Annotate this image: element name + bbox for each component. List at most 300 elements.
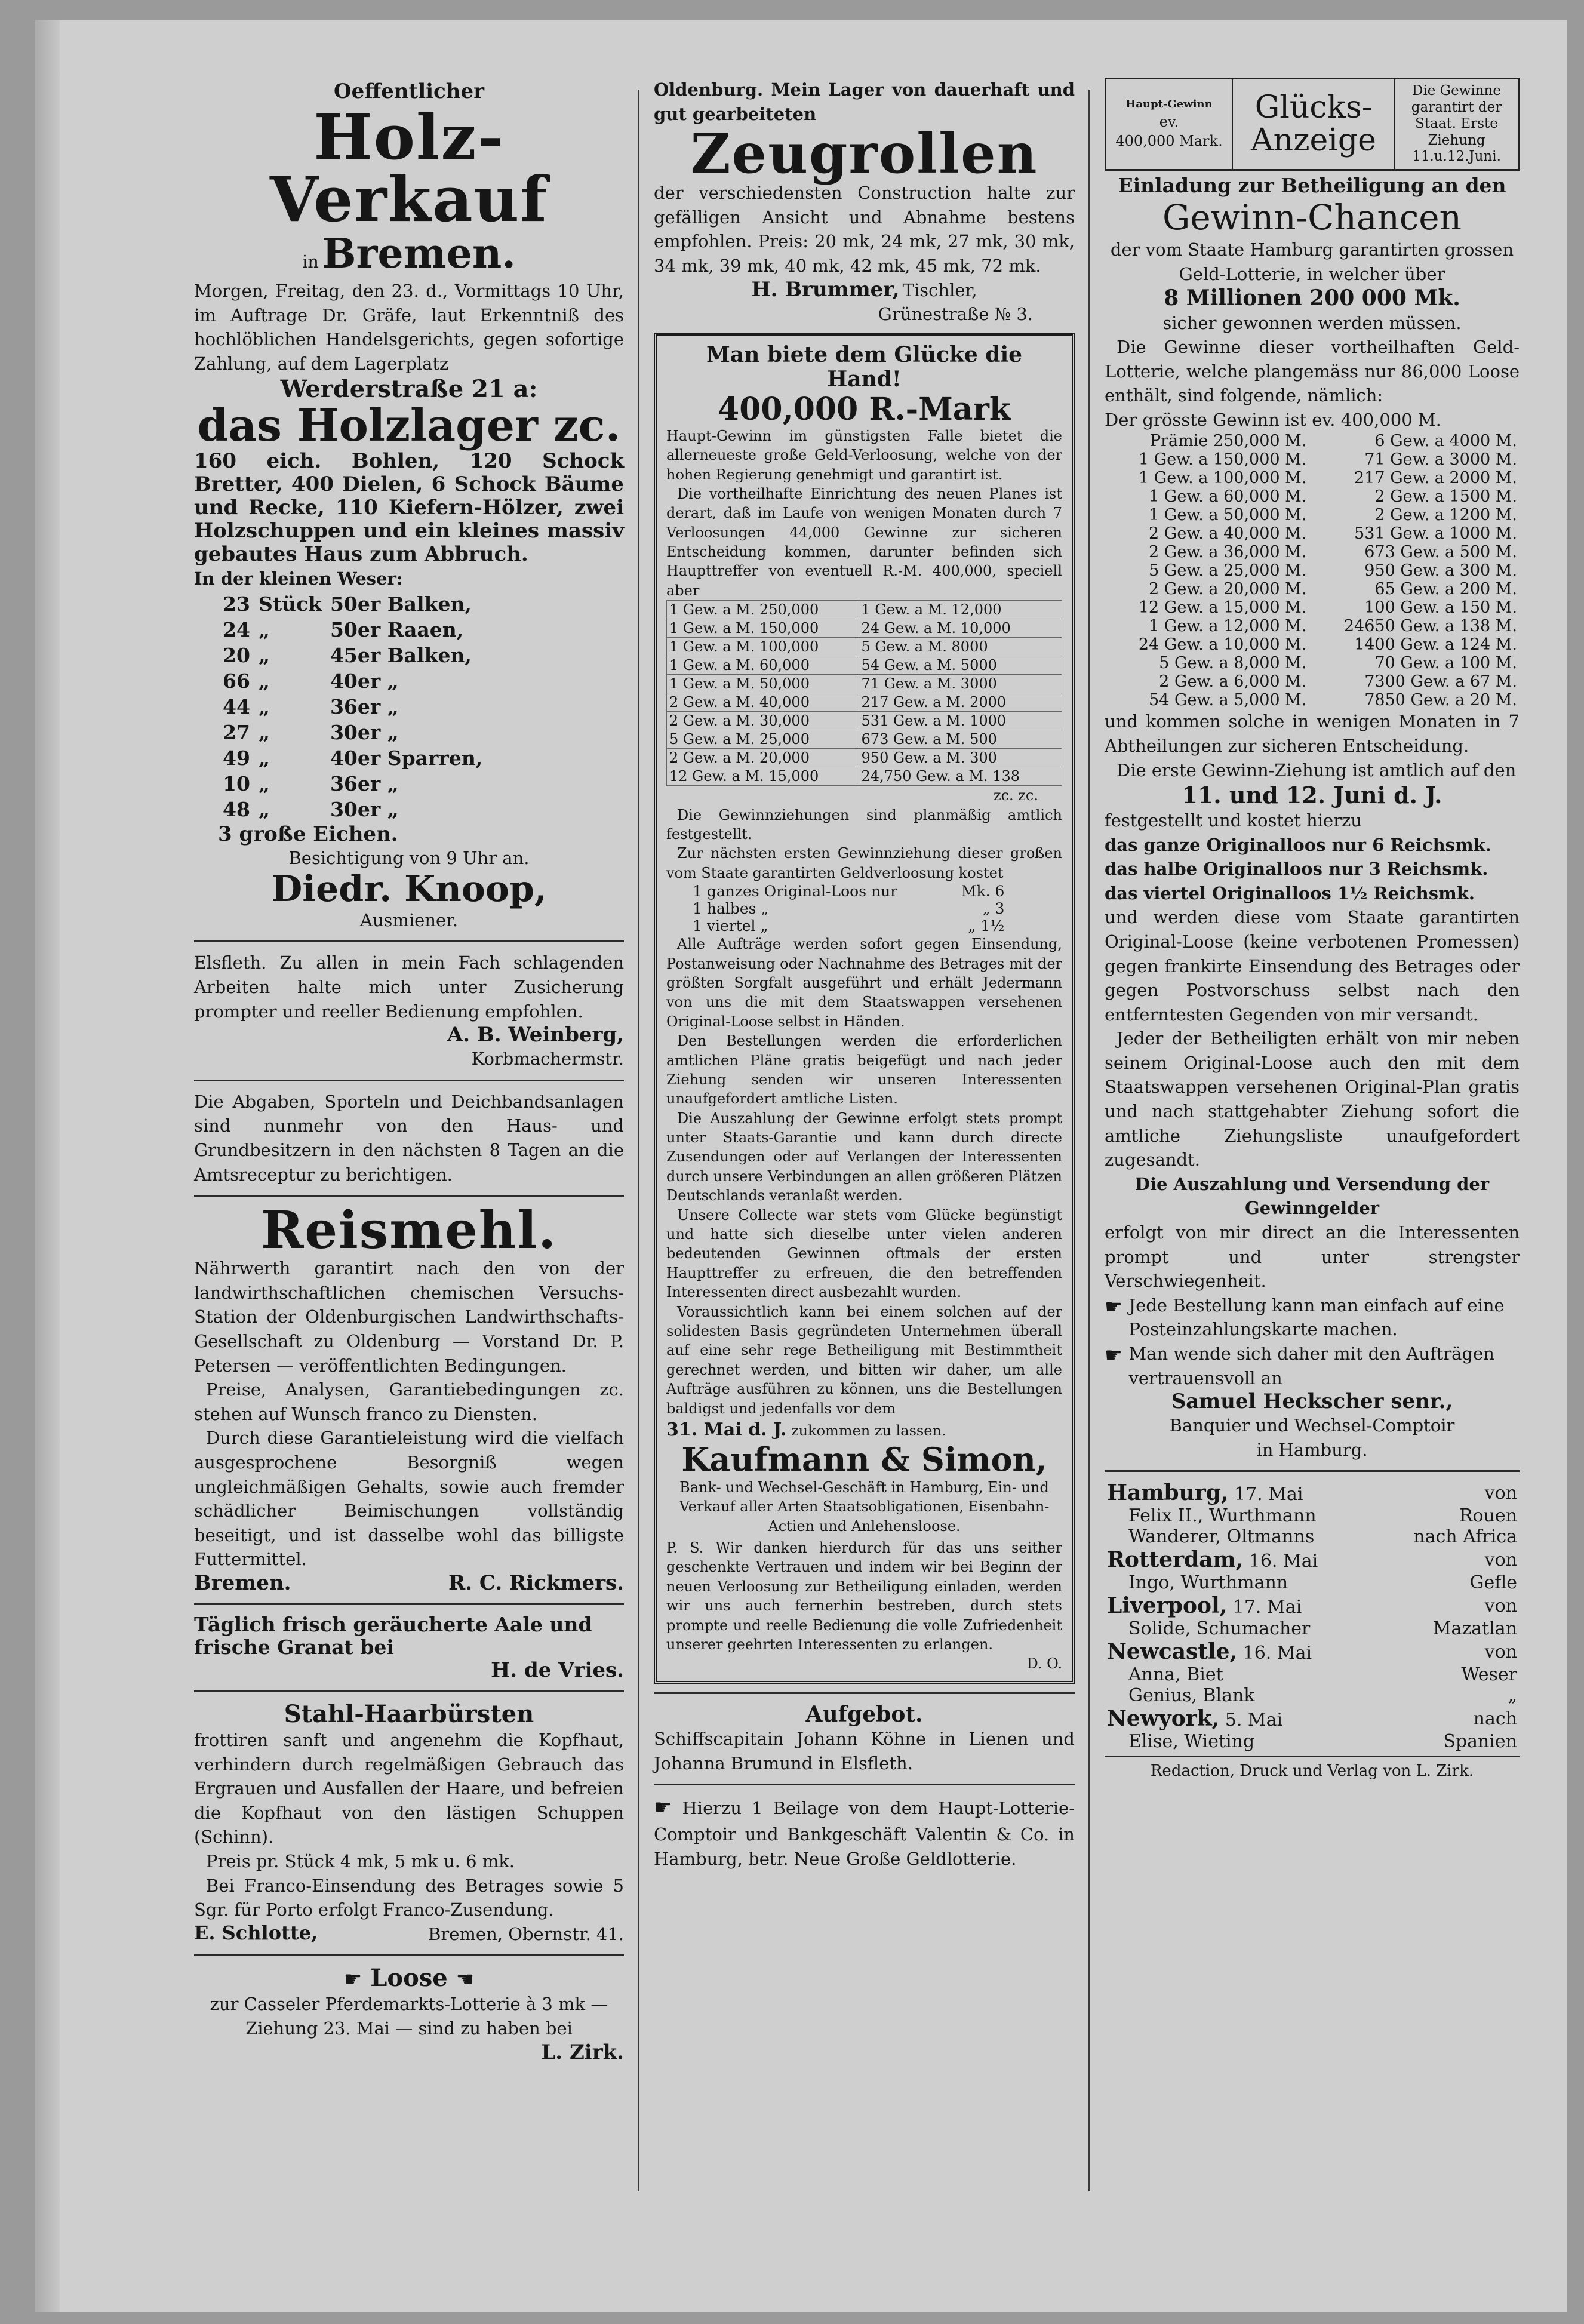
item-count: 44 — [223, 695, 250, 719]
table-row — [1105, 654, 1520, 672]
glueck-firm: Kaufmann & Simon, — [681, 1440, 1047, 1479]
hl-price3: das viertel Originalloos 1½ Reichsmk. — [1105, 883, 1475, 903]
ship-dest: von — [1484, 1549, 1517, 1570]
list-item — [219, 746, 486, 770]
glueck-head: Man biete dem Glücke die Hand! — [706, 342, 1023, 392]
table-cell: 5 Gew. a 25,000 M. — [1149, 561, 1307, 580]
ship-detail: 5. Mai — [1225, 1710, 1283, 1731]
table-cell: 531 Gew. a M. 1000 — [859, 712, 1062, 730]
aufgebot-text: Schiffscapitain Johann Köhne in Lienen und Johanna Brumund in Elsfleth. — [654, 1729, 1075, 1773]
item-desc: 40er „ — [330, 669, 399, 693]
item-desc: 36er „ — [330, 772, 399, 796]
table-row — [1105, 1593, 1520, 1618]
zeug-ad — [654, 78, 1075, 327]
header-center-1: Glücks- — [1254, 90, 1373, 126]
ship-detail: 17. Mai — [1234, 1484, 1303, 1505]
holz-body: Morgen, Freitag, den 23. d., Vormittags 10 Uhr, im Auftrage Dr. Gräfe, laut Erkenntniß des hochlöblichen Handelsgerichts, gegen sofortige Zahlung, auf dem Lagerplatz — [194, 280, 624, 374]
glueck-date: 31. Mai d. J. — [666, 1419, 787, 1440]
ship-detail: 17. Mai — [1232, 1597, 1302, 1618]
header-left-mid: ev. — [1159, 113, 1179, 130]
hl-p13: Man wende sich daher mit den Aufträgen vertrauensvoll an — [1128, 1344, 1494, 1388]
table-row — [1105, 1618, 1520, 1639]
glueck-table — [666, 600, 1062, 786]
item-count: 49 — [223, 746, 250, 770]
zeug-role: Tischler, — [902, 279, 977, 300]
pointing-hand-icon: ☛ — [1105, 1344, 1123, 1368]
pointing-hand-icon: ☛ — [654, 1796, 672, 1820]
weinberg-text: Elsfleth. Zu allen in mein Fach schlagenden Arbeiten halte mich unter Zusicherung prompter und reeller Bedienung empfohlen. — [194, 952, 624, 1022]
table-cell: 2 Gew. a 1200 M. — [1374, 506, 1517, 525]
table-cell: 2 Gew. a 40,000 M. — [1149, 524, 1307, 543]
buersten-addr: Bremen, Obernstr. 41. — [428, 1923, 624, 1944]
table-row — [1105, 1639, 1520, 1664]
glueck-p5: Alle Aufträge werden sofort gegen Einsendung, Postanweisung oder Nachnahme des Betrages mit der größten Sorgfalt ausgeführt und erhält Jedermann von uns die mit dem Staatswappen versehenen Original-Loose selbst in Händen. — [666, 936, 1062, 1030]
table-cell: 54 Gew. a M. 5000 — [859, 656, 1062, 675]
item-unit: „ — [258, 721, 270, 745]
glueck-date-line — [666, 1418, 1062, 1443]
table-cell: 1 halbes „ — [693, 900, 769, 918]
column-rule-2 — [1088, 90, 1090, 2191]
loose-ad — [194, 1965, 624, 2064]
item-desc: 50er Balken, — [330, 592, 472, 616]
holz-viewing: Besichtigung von 9 Uhr an. — [288, 848, 530, 869]
list-item — [219, 720, 486, 745]
ship-dest: Rouen — [1459, 1505, 1517, 1527]
holz-weser-head: In der kleinen Weser: — [194, 568, 403, 589]
item-count: 23 — [223, 592, 250, 616]
ship-name — [1105, 1639, 1380, 1664]
hl-name: Samuel Heckscher senr., — [1171, 1390, 1453, 1414]
table-cell: 24,750 Gew. a M. 138 — [859, 767, 1062, 786]
ship-name — [1105, 1572, 1380, 1593]
table-cell: 2 Gew. a 1500 M. — [1374, 487, 1517, 506]
column-2 — [654, 78, 1075, 1871]
holz-items — [218, 591, 487, 823]
ship-name — [1105, 1505, 1380, 1526]
column-rule-1 — [638, 90, 639, 2191]
list-item — [219, 694, 486, 719]
item-unit: Stück — [258, 592, 322, 616]
table-row — [667, 638, 1062, 656]
holz-city-line — [194, 229, 624, 278]
buersten-name: E. Schlotte, — [194, 1921, 318, 1944]
table-row — [1105, 617, 1520, 635]
hl-p7: festgestellt und kostet hierzu — [1105, 810, 1362, 831]
beilage-text: Hierzu 1 Beilage von dem Haupt-Lotterie-Comptoir und Bankgeschäft Valentin & Co. in Hamburg, betr. Neue Große Geldlotterie. — [654, 1798, 1075, 1869]
item-desc: 30er „ — [330, 798, 399, 822]
table-cell: 7300 Gew. a 67 M. — [1364, 672, 1517, 691]
table-row — [1105, 506, 1520, 524]
ship-name — [1105, 1706, 1380, 1731]
header-right — [1395, 79, 1518, 169]
table-cell: 5 Gew. a M. 8000 — [859, 638, 1062, 656]
zeug-sign — [654, 278, 1075, 303]
item-unit: „ — [258, 695, 270, 719]
ship-detail: Solide, Schumacher — [1128, 1618, 1311, 1640]
ship-port: Liverpool, — [1107, 1593, 1228, 1619]
holz-title: Holz-Verkauf — [270, 100, 548, 236]
table-row — [1105, 1706, 1520, 1731]
table-cell: 1 Gew. a M. 50,000 — [667, 675, 859, 693]
table-row — [1105, 691, 1520, 709]
holz-goods: 160 eich. Bohlen, 120 Schock Bretter, 400 Dielen, 6 Schock Bäume und Recke, 110 Kiefern-Hölzer, zwei Holzschuppen und ein kleines massiv gebautes Haus zum Abbruch. — [194, 449, 624, 567]
hl-p9: Jeder der Betheiligten erhält von mir neben seinem Original-Loose auch den mit dem Staatswappen versehenen Original-Plan gratis und nach stattgehabter Ziehung sofort die amtliche Ziehungsliste unaufgefordert zugesandt. — [1105, 1028, 1520, 1170]
table-cell: 12 Gew. a 15,000 M. — [1138, 598, 1307, 617]
table-row — [1105, 524, 1520, 543]
hl-place: in Hamburg. — [1256, 1439, 1368, 1460]
glueck-p3: Die Gewinnziehungen sind planmäßig amtlich festgestellt. — [666, 806, 1062, 843]
table-cell: 1 Gew. a M. 12,000 — [859, 601, 1062, 619]
table-cell: 673 Gew. a 500 M. — [1364, 543, 1517, 562]
aufgebot-title: Aufgebot. — [805, 1701, 923, 1727]
table-row — [667, 730, 1062, 749]
zeug-addr: Grünestraße № 3. — [878, 304, 1033, 325]
table-cell: 100 Gew. a 150 M. — [1364, 598, 1517, 617]
aale-ad — [194, 1613, 624, 1682]
ship-name — [1105, 1480, 1380, 1505]
glueck-p9: Voraussichtlich kann bei einem solchen auf der solidesten Basis gegründeten Unternehmen überall auf eine sehr rege Betheiligung mit Bestimmtheit gerechnet werden, und bitten wir daher, um alle Aufträge ausführen zu können, uns die Bestellungen baldigst und jedenfalls vor dem — [666, 1303, 1062, 1417]
table-cell: 2 Gew. a 36,000 M. — [1149, 543, 1307, 562]
table-row — [1105, 1685, 1520, 1706]
holz-oaks: 3 große Eichen. — [218, 822, 398, 847]
ship-dest: nach — [1473, 1708, 1517, 1729]
ship-name — [1105, 1731, 1380, 1752]
item-unit: „ — [258, 644, 270, 668]
table-row — [667, 749, 1062, 767]
table-cell: 24 Gew. a 10,000 M. — [1138, 635, 1307, 654]
zeug-name: H. Brummer, — [751, 277, 900, 302]
table-cell: 2 Gew. a 6,000 M. — [1159, 672, 1307, 691]
header-right-text: Die Gewinne garantirt der Staat. Erste Ziehung 11.u.12.Juni. — [1411, 83, 1502, 165]
glueck-p8: Unsere Collecte war stets vom Glücke begünstigt und hatte sich dieselbe unter vielen anderen bedeutenden Gewinnen oftmals der ersten Haupttreffer zu erfreuen, die den betreffenden Interessenten direct ausbezahlt wurden. — [666, 1206, 1062, 1301]
divider — [194, 1690, 624, 1692]
table-cell: 12 Gew. a M. 15,000 — [667, 767, 859, 786]
item-unit: „ — [258, 618, 270, 642]
table-row — [1105, 432, 1520, 450]
ship-dest: von — [1484, 1641, 1517, 1662]
table-row — [690, 900, 1007, 917]
table-row — [667, 601, 1062, 619]
aufgebot-ad — [654, 1702, 1075, 1776]
header-center-2: Anzeige — [1251, 122, 1376, 158]
table-row — [1105, 1505, 1520, 1526]
glueck-p1: Haupt-Gewinn im günstigsten Falle bietet die allerneueste große Geld-Verloosung, welche von der hohen Regierung genehmigt und garantirt ist. — [666, 427, 1062, 483]
weinberg-name: A. B. Weinberg, — [447, 1023, 624, 1047]
table-row — [1105, 561, 1520, 580]
item-unit: „ — [258, 746, 270, 770]
holz-street: Werderstraße 21 a: — [280, 375, 538, 404]
table-row — [1105, 1480, 1520, 1505]
glueck-ps: P. S. Wir danken hierdurch für das uns seither geschenkte Vertrauen und indem wir bei Beginn der neuen Verloosung zur Betheiligung einladen, werden wir uns auch fernerhin bestreben, durch stets prompte und reelle Bedienung die volle Zufriedenheit unserer geehrten Interessenten zu erlangen. — [666, 1539, 1062, 1653]
ship-detail: Ingo, Wurthmann — [1128, 1572, 1288, 1594]
table-row — [1105, 487, 1520, 506]
item-unit: „ — [258, 772, 270, 796]
holz-city-pre: in — [302, 251, 319, 272]
table-cell: 1 Gew. a 50,000 M. — [1149, 506, 1307, 525]
table-row — [667, 767, 1062, 786]
item-desc: 40er Sparren, — [330, 746, 483, 770]
table-cell: 2 Gew. a M. 40,000 — [667, 693, 859, 712]
table-row — [1105, 469, 1520, 487]
table-cell: 1 Gew. a M. 150,000 — [667, 619, 859, 638]
loose-text: zur Casseler Pferdemarkts-Lotterie à 3 mk — Ziehung 23. Mai — sind zu haben bei — [210, 1994, 608, 2039]
hl-p1: der vom Staate Hamburg garantirten grossen Geld-Lotterie, in welcher über — [1110, 239, 1514, 284]
table-row — [1105, 1572, 1520, 1593]
item-desc: 50er Raaen, — [330, 618, 464, 642]
glueck-p7: Die Auszahlung der Gewinne erfolgt stets prompt unter Staats-Garantie und kann durch directe Zusendungen oder auf Verlangen der Interessenten durch unsere Verbindungen an allen größeren Plätzen Deutschlands veranlaßt werden. — [666, 1109, 1062, 1204]
zeug-lead: Oldenburg. Mein Lager von dauerhaft und gut gearbeiteten — [654, 79, 1075, 124]
divider — [654, 1692, 1075, 1694]
reismehl-title: Reismehl. — [260, 1200, 558, 1261]
column-1 — [194, 78, 624, 2064]
table-row — [1105, 635, 1520, 654]
reismehl-place: Bremen. — [194, 1570, 291, 1595]
ship-port: Newcastle, — [1107, 1639, 1238, 1665]
table-row — [667, 675, 1062, 693]
table-cell: 217 Gew. a 2000 M. — [1354, 469, 1517, 488]
ship-port: Rotterdam, — [1107, 1547, 1244, 1573]
holz-city: Bremen. — [322, 229, 516, 278]
table-row — [1105, 1547, 1520, 1572]
table-row — [1105, 450, 1520, 469]
glueck-ps-sig: D. O. — [1026, 1655, 1062, 1673]
table-cell: 65 Gew. a 200 M. — [1374, 580, 1517, 599]
ship-detail: 16. Mai — [1248, 1551, 1318, 1572]
table-cell: 1400 Gew. a 124 M. — [1354, 635, 1517, 654]
glueck-date-tail: zukommen zu lassen. — [791, 1422, 946, 1439]
table-cell: 2 Gew. a M. 20,000 — [667, 749, 859, 767]
table-cell: 24 Gew. a M. 10,000 — [859, 619, 1062, 638]
table-row — [1105, 1526, 1520, 1547]
buersten-sign — [194, 1922, 624, 1947]
buersten-shipping: Bei Franco-Einsendung des Betrages sowie 5 Sgr. für Porto erfolgt Franco-Zusendung. — [194, 1875, 624, 1920]
holz-signer: Diedr. Knoop, — [271, 868, 547, 910]
pointing-hand-icon: ☛ — [1105, 1295, 1123, 1319]
table-cell: 1 Gew. a 150,000 M. — [1138, 450, 1307, 469]
list-item — [219, 669, 486, 693]
item-count: 20 — [223, 644, 250, 668]
glueck-lose — [690, 883, 1007, 934]
ship-detail: Anna, Biet — [1128, 1664, 1223, 1686]
ship-port: Newyork, — [1107, 1706, 1220, 1732]
divider — [194, 1954, 624, 1956]
list-item — [219, 643, 486, 668]
item-count: 27 — [223, 721, 250, 745]
item-unit: „ — [258, 798, 270, 822]
divider — [194, 940, 624, 942]
table-cell: 1 Gew. a 12,000 M. — [1149, 617, 1307, 636]
table-row — [1105, 543, 1520, 561]
page-edge — [35, 20, 60, 2312]
table-cell: 2 Gew. a 20,000 M. — [1149, 580, 1307, 599]
table-cell: 217 Gew. a M. 2000 — [859, 693, 1062, 712]
hl-role: Banquier und Wechsel-Comptoir — [1169, 1415, 1455, 1436]
table-cell: 71 Gew. a 3000 M. — [1364, 450, 1517, 469]
glueck-table-end: zc. zc. — [993, 787, 1038, 804]
table-cell: 1 Gew. a 60,000 M. — [1149, 487, 1307, 506]
header-center — [1233, 79, 1395, 169]
table-cell: 531 Gew. a 1000 M. — [1354, 524, 1517, 543]
ship-dest: Mazatlan — [1432, 1618, 1517, 1640]
item-count: 66 — [223, 669, 250, 693]
table-row — [667, 693, 1062, 712]
table-cell: „ 3 — [982, 900, 1005, 918]
header-left-small: Haupt-Gewinn — [1125, 98, 1213, 111]
holz-signer-role: Ausmiener. — [359, 909, 459, 930]
hl-p2: sicher gewonnen werden müssen. — [1162, 312, 1462, 333]
list-item — [219, 617, 486, 642]
header-left — [1106, 79, 1233, 169]
hl-p8: und werden diese vom Staate garantirten Original-Loose (keine verbotenen Promessen) gegen frankirte Einsendung des Betrages oder gegen Postvorschuss selbst nach den entferntesten Gegenden von mir versandt. — [1105, 907, 1520, 1025]
hl-p12: Jede Bestellung kann man einfach auf eine Posteinzahlungskarte machen. — [1128, 1295, 1505, 1340]
reismehl-p1: Nährwerth garantirt nach den von der landwirthschaftlichen chemischen Versuchs-Station der Oldenburgischen Landwirthschafts-Gesellschaft zu Oldenburg — Vorstand Dr. P. Petersen — veröffentlichten Bedingungen. — [194, 1258, 624, 1376]
ship-detail: Genius, Blank — [1128, 1685, 1255, 1707]
hamburg-lottery-ad — [1105, 78, 1520, 1462]
ship-detail: Felix II., Wurthmann — [1128, 1505, 1317, 1527]
item-count: 24 — [223, 618, 250, 642]
glueck-p6: Den Bestellungen werden die erforderlichen amtlichen Pläne gratis beigefügt und nach jeder Ziehung senden wir unseren Interessenten unaufgefordert amtliche Listen. — [666, 1032, 1062, 1108]
shipping-news — [1105, 1480, 1520, 1752]
loose-title-line — [194, 1965, 624, 1992]
table-row — [1105, 598, 1520, 617]
buersten-title: Stahl-Haarbürsten — [284, 1700, 534, 1729]
glueck-header — [1105, 78, 1520, 171]
item-count: 10 — [223, 772, 250, 796]
gewinn-title: Gewinn-Chancen — [1162, 196, 1462, 238]
aale-text: Täglich frisch geräucherte Aale und frische Granat bei — [194, 1613, 592, 1659]
divider — [194, 1195, 624, 1197]
hl-p6: Die erste Gewinn-Ziehung ist amtlich auf den — [1117, 760, 1517, 780]
table-cell: 54 Gew. a 5,000 M. — [1149, 691, 1307, 710]
ship-dest: von — [1484, 1482, 1517, 1504]
ship-dest: Gefle — [1469, 1572, 1517, 1594]
reismehl-ad — [194, 1200, 624, 1595]
buersten-prices: Preis pr. Stück 4 mk, 5 mk u. 6 mk. — [206, 1850, 515, 1871]
ship-dest: von — [1484, 1595, 1517, 1616]
table-cell: 1 Gew. a 100,000 M. — [1138, 469, 1307, 488]
ship-name — [1105, 1526, 1380, 1547]
divider — [194, 1080, 624, 1081]
weinberg-ad — [194, 951, 624, 1071]
header-left-amount: 400,000 Mark. — [1115, 133, 1223, 150]
ship-name — [1105, 1685, 1380, 1706]
glueck-firm-desc: Bank- und Wechsel-Geschäft in Hamburg, Ein- und Verkauf aller Arten Staatsobligationen, Eisenbahn-Actien und Anlehensloose. — [679, 1478, 1050, 1535]
table-cell: 24650 Gew. a 138 M. — [1343, 617, 1517, 636]
table-cell: 5 Gew. a 8,000 M. — [1159, 654, 1307, 673]
ship-name — [1105, 1618, 1380, 1639]
ship-dest: nach Africa — [1413, 1526, 1517, 1548]
list-item — [219, 797, 486, 822]
table-cell: „ 1½ — [968, 917, 1005, 935]
divider — [1105, 1756, 1520, 1757]
buersten-ad — [194, 1701, 624, 1946]
table-cell: 1 Gew. a M. 60,000 — [667, 656, 859, 675]
table-cell: 5 Gew. a M. 25,000 — [667, 730, 859, 749]
table-cell: Mk. 6 — [961, 883, 1005, 900]
ship-name — [1105, 1547, 1380, 1572]
hl-p11: erfolgt von mir direct an die Interessenten prompt und unter strengster Verschwiegenheit. — [1105, 1222, 1520, 1292]
item-count: 48 — [223, 798, 250, 822]
hl-p12-line — [1105, 1293, 1520, 1342]
glueck-p2: Die vortheilhafte Einrichtung des neuen Planes ist derart, daß im Laufe von wenigen Monaten durch 7 Verloosungen 44,000 Gewinne zur sicheren Entscheidung kommen, darunter befinden sich Haupttreffer von eventuell R.-M. 400,000, speciell aber — [666, 485, 1062, 599]
einladung: Einladung zur Betheiligung an den — [1118, 174, 1506, 197]
ship-detail: Elise, Wieting — [1128, 1731, 1255, 1753]
divider — [1105, 1470, 1520, 1472]
hl-p3: Die Gewinne dieser vortheilhaften Geld-Lotterie, welche plangemäss nur 86,000 Loose enthält, sind folgende, nämlich: — [1105, 337, 1520, 406]
table-cell: 1 Gew. a M. 250,000 — [667, 601, 859, 619]
buersten-text: frottiren sanft und angenehm die Kopfhaut, verhindern durch regelmäßigen Gebrauch das Ergrauen und Ausfallen der Haare, und befreien die Kopfhaut von den lästigen Schuppen (Schinn). — [194, 1730, 624, 1847]
table-cell: 1 ganzes Original-Loos nur — [693, 883, 898, 900]
reismehl-sign — [194, 1572, 624, 1595]
divider — [654, 1784, 1075, 1785]
item-desc: 45er Balken, — [330, 644, 472, 668]
table-row — [1105, 1664, 1520, 1685]
table-cell: 673 Gew. a M. 500 — [859, 730, 1062, 749]
list-item — [219, 592, 486, 616]
ship-dest: „ — [1508, 1685, 1517, 1707]
zeug-title: Zeugrollen — [690, 121, 1038, 186]
table-cell: 6 Gew. a 4000 M. — [1374, 432, 1517, 451]
table-row — [690, 917, 1007, 934]
table-cell: 950 Gew. a M. 300 — [859, 749, 1062, 767]
ship-port: Hamburg, — [1107, 1480, 1229, 1506]
table-cell: 950 Gew. a 300 M. — [1364, 561, 1517, 580]
table-row — [690, 883, 1007, 900]
table-row — [1105, 672, 1520, 691]
hl-p5: und kommen solche in wenigen Monaten in 7 Abtheilungen zur sicheren Entscheidung. — [1105, 711, 1520, 757]
table-cell: 71 Gew. a M. 3000 — [859, 675, 1062, 693]
ship-name — [1105, 1593, 1380, 1618]
hl-p10: Die Auszahlung und Versendung der Gewinngelder — [1134, 1173, 1490, 1219]
hl-price2: das halbe Originalloos nur 3 Reichsmk. — [1105, 859, 1488, 880]
ship-name — [1105, 1664, 1380, 1685]
holz-ad — [194, 78, 624, 932]
table-cell: Prämie 250,000 M. — [1149, 432, 1307, 451]
column-3 — [1105, 78, 1520, 1782]
table-row — [667, 712, 1062, 730]
beilage-notice — [654, 1794, 1075, 1871]
hl-date: 11. und 12. Juni d. J. — [1182, 782, 1442, 809]
reismehl-p2: Preise, Analysen, Garantiebedingungen zc. stehen auf Wunsch franco zu Diensten. — [194, 1379, 624, 1424]
list-item — [219, 771, 486, 796]
abgaben-notice: Die Abgaben, Sporteln und Deichbandsanlagen sind nunmehr von den Haus- und Grundbesitzern in den nächsten 8 Tagen an die Amtsreceptur zu berichtigen. — [194, 1091, 624, 1185]
hl-price1: das ganze Originalloos nur 6 Reichsmk. — [1105, 834, 1491, 855]
item-unit: „ — [258, 669, 270, 693]
pointing-hand-icon: ☚ — [456, 1968, 475, 1992]
pointing-hand-icon: ☛ — [343, 1968, 362, 1992]
table-row — [667, 619, 1062, 638]
glueck-p4: Zur nächsten ersten Gewinnziehung dieser großen vom Staate garantirten Geldverloosung kostet — [666, 845, 1062, 881]
loose-name: L. Zirk. — [541, 2040, 624, 2064]
table-cell: 1 viertel „ — [693, 917, 768, 935]
divider — [194, 1603, 624, 1605]
glueck-amount: 400,000 R.-Mark — [718, 391, 1011, 428]
holz-kicker: Oeffentlicher — [333, 79, 484, 103]
reismehl-name: R. C. Rickmers. — [448, 1570, 624, 1595]
imprint: Redaction, Druck und Verlag von L. Zirk. — [1150, 1762, 1474, 1781]
ship-detail: 16. Mai — [1242, 1643, 1312, 1664]
table-cell: 2 Gew. a M. 30,000 — [667, 712, 859, 730]
table-cell: 7850 Gew. a 20 M. — [1364, 691, 1517, 710]
zeug-text: der verschiedensten Construction halte zur gefälligen Ansicht und Abnahme bestens empfohlen. Preis: 20 mk, 24 mk, 27 mk, 30 mk, 34 mk, 39 mk, 40 mk, 42 mk, 45 mk, 72 mk. — [654, 183, 1075, 276]
hl-p13-line — [1105, 1342, 1520, 1390]
reismehl-p3: Durch diese Garantieleistung wird die vielfach ausgesprochene Besorgniß wegen ungleichmäßigen Gehalts, sowie auch fremder schädlicher Beimischungen vollständig beseitigt, und ist dasselbe wohl das billigste Futtermittel. — [194, 1428, 624, 1570]
item-desc: 36er „ — [330, 695, 399, 719]
glueck-ad — [654, 333, 1075, 1684]
hl-mill: 8 Millionen 200 000 Mk. — [1164, 285, 1460, 311]
table-cell: 70 Gew. a 100 M. — [1374, 654, 1517, 673]
hl-p4: Der grösste Gewinn ist ev. 400,000 M. — [1105, 409, 1441, 430]
